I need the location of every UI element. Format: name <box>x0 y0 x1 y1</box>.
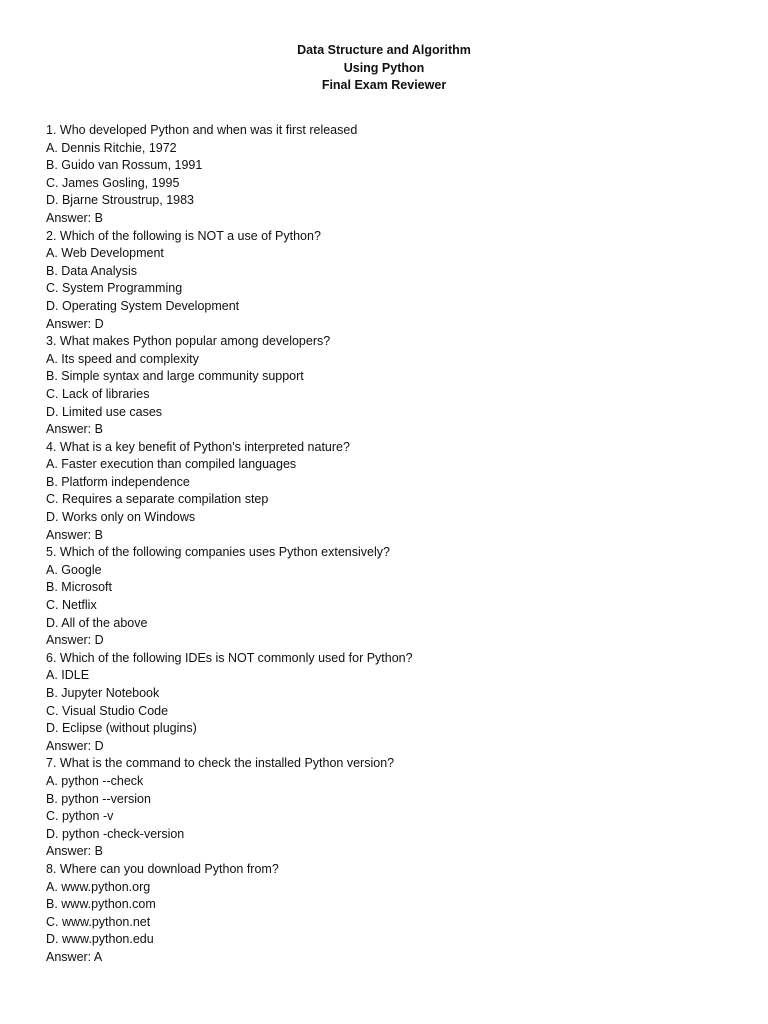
answer-line: Answer: B <box>46 527 103 542</box>
question-text: 2. Which of the following is NOT a use of Python? <box>46 228 321 243</box>
option-d: D. Operating System Development <box>46 298 240 313</box>
reviewer-line: Final Exam Reviewer <box>321 78 447 93</box>
subtitle-line: Using Python <box>343 60 425 75</box>
answer-line: Answer: A <box>46 949 103 964</box>
option-c: C. System Programming <box>46 281 183 296</box>
question-block <box>46 861 726 967</box>
option-a: A. www.python.org <box>46 879 151 894</box>
option-d: D. Bjarne Stroustrup, 1983 <box>46 193 194 208</box>
answer-line: Answer: D <box>46 738 104 753</box>
option-d: D. www.python.edu <box>46 932 154 947</box>
question-block <box>46 650 726 756</box>
question-text: 3. What makes Python popular among developers? <box>46 334 331 349</box>
option-a: A. IDLE <box>46 668 90 683</box>
option-a: A. Dennis Ritchie, 1972 <box>46 140 177 155</box>
option-c: C. www.python.net <box>46 914 151 929</box>
answer-line: Answer: D <box>46 633 104 648</box>
option-b: B. www.python.com <box>46 897 156 912</box>
option-c: C. Netflix <box>46 598 97 613</box>
question-text: 6. Which of the following IDEs is NOT commonly used for Python? <box>46 650 413 665</box>
option-d: D. All of the above <box>46 615 148 630</box>
option-d: D. python -check-version <box>46 826 185 841</box>
option-a: A. Faster execution than compiled languages <box>46 457 297 472</box>
option-b: B. Data Analysis <box>46 263 138 278</box>
question-text: 4. What is a key benefit of Python's interpreted nature? <box>46 439 350 454</box>
option-a: A. Its speed and complexity <box>46 351 199 366</box>
option-b: B. Simple syntax and large community support <box>46 369 304 384</box>
option-c: C. Lack of libraries <box>46 386 150 401</box>
question-list <box>46 122 726 967</box>
question-block <box>46 544 726 650</box>
question-text: 7. What is the command to check the installed Python version? <box>46 756 395 771</box>
option-b: B. Jupyter Notebook <box>46 686 160 700</box>
document-title <box>0 42 768 95</box>
question-block <box>46 439 726 545</box>
option-a: A. python --check <box>46 773 144 788</box>
question-block <box>46 755 726 861</box>
option-b: B. Platform independence <box>46 474 190 489</box>
question-text: 5. Which of the following companies uses Python extensively? <box>46 545 390 560</box>
option-a: A. Web Development <box>46 246 164 261</box>
option-d: D. Eclipse (without plugins) <box>46 721 197 736</box>
answer-line: Answer: B <box>46 844 103 859</box>
title-line: Data Structure and Algorithm <box>297 43 471 57</box>
option-c: C. James Gosling, 1995 <box>46 175 180 190</box>
answer-line: Answer: B <box>46 210 103 225</box>
question-block <box>46 122 726 228</box>
option-d: D. Limited use cases <box>46 404 163 419</box>
option-c: C. Visual Studio Code <box>46 703 169 718</box>
option-c: C. python -v <box>46 809 114 824</box>
option-d: D. Works only on Windows <box>46 510 196 525</box>
question-text: 8. Where can you download Python from? <box>46 861 279 876</box>
question-block <box>46 333 726 439</box>
question-text: 1. Who developed Python and when was it first released <box>46 123 358 137</box>
option-b: B. Guido van Rossum, 1991 <box>46 158 203 173</box>
answer-line: Answer: B <box>46 422 103 437</box>
option-b: B. Microsoft <box>46 580 112 595</box>
question-block <box>46 228 726 334</box>
answer-line: Answer: D <box>46 316 104 331</box>
option-b: B. python --version <box>46 791 151 806</box>
option-a: A. Google <box>46 562 102 577</box>
option-c: C. Requires a separate compilation step <box>46 492 269 507</box>
